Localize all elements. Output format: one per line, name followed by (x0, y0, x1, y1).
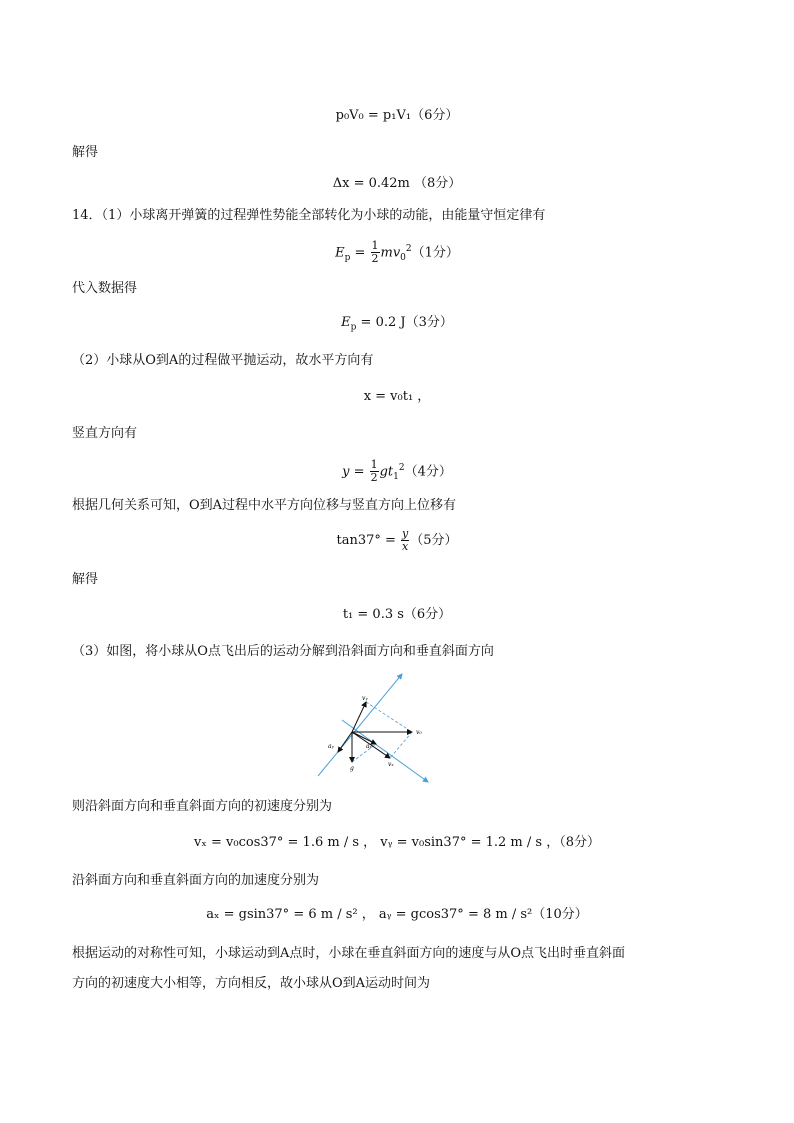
text-geometry: 根据几何关系可知，O到A过程中水平方向位移与竖直方向上位移有 (72, 498, 457, 513)
equation-ep: $E_p$ = $\frac{1}{2}$ $mv_0^2(1$分） (335, 239, 459, 266)
question-14-part-2: （2）小球从O到A的过程做平抛运动，故水平方向有 (72, 353, 374, 368)
velocity-decomposition-diagram (300, 672, 440, 790)
equation-ep-value: $E_p = 0.2$ J（3分） (341, 315, 453, 333)
dashed-line-2 (390, 732, 412, 758)
label-v0: v₀ (416, 729, 422, 736)
fraction-y-over-x: $\frac{y}{x}$ (402, 527, 409, 553)
question-14-part-3: （3）如图，将小球从O点飞出后的运动分解到沿斜面方向和垂直斜面方向 (72, 644, 494, 659)
equation-velocity-components: vₓ = v₀cos37° = 1.6 m / s ， vᵧ = v₀sin37° = 1.2 m / s ，（8分） (194, 835, 600, 850)
text-shuzhi: 竖直方向有 (72, 426, 138, 441)
vector-vy (352, 702, 366, 732)
text-symmetry-line-2: 方向的初速度大小相等，方向相反，故小球从O到A运动时间为 (72, 976, 431, 991)
text-jiede-1: 解得 (72, 145, 99, 160)
dashed-line-4 (352, 744, 376, 762)
text-jiede-2: 解得 (72, 572, 99, 587)
equation-t1: t₁ = 0.3 s（6分） (342, 607, 452, 622)
equation-tan: tan37° = $\frac{y}{x}$ （5分） (336, 527, 458, 553)
text-daiju: 代入数据得 (72, 281, 138, 296)
text-acceleration-intro: 沿斜面方向和垂直斜面方向的加速度分别为 (72, 873, 320, 888)
label-vx: vₓ (388, 761, 394, 768)
label-g: g (350, 765, 354, 772)
equation-boyle: p₀V₀ = p₁V₁（6分） (335, 108, 459, 123)
text-initial-velocity-intro: 则沿斜面方向和垂直斜面方向的初速度分别为 (72, 799, 333, 814)
fraction-half: $\frac{1}{2}$ (371, 239, 379, 266)
fraction-half-y: $\frac{1}{2}$ (370, 458, 378, 485)
equation-acceleration-components: aₓ = gsin37° = 6 m / s² ， aᵧ = gcos37° = 8 m / s²（10分） (206, 907, 588, 922)
vector-ax (352, 732, 376, 744)
label-ay: aᵧ (328, 743, 334, 750)
label-ax: aₓ (366, 743, 372, 750)
text-symmetry-line-1: 根据运动的对称性可知，小球运动到A点时，小球在垂直斜面方向的速度与从O点飞出时垂直斜面 (72, 946, 626, 961)
vector-ay (338, 732, 352, 752)
question-14-part-1: 14．（1）小球离开弹簧的过程弹性势能全部转化为小球的动能，由能量守恒定律有 (72, 208, 546, 223)
label-vy: vᵧ (362, 695, 368, 702)
equation-delta-x: Δx = 0.42m （8分） (332, 176, 462, 191)
dashed-line-1 (366, 702, 412, 732)
equation-x: x = v₀t₁ ， (363, 389, 431, 404)
equation-y: y = $\frac{1}{2}$ $gt_1^2(4$分） (342, 458, 452, 485)
